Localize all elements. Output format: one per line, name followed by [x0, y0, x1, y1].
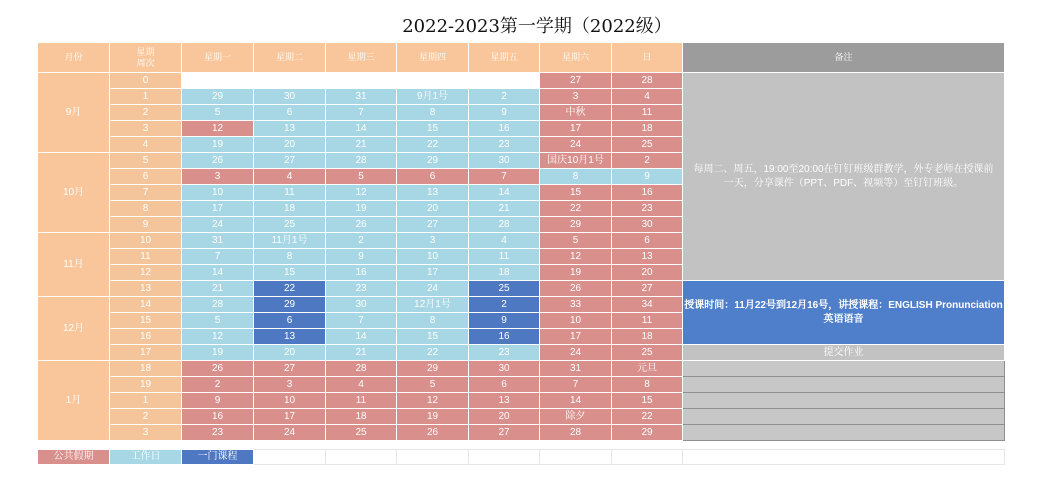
- notes-course-schedule: 授课时间：11月22号到12月16号，讲授课程：ENGLISH Pronunciation英语语音: [683, 281, 1005, 345]
- week-number: 11: [110, 249, 182, 265]
- workday-cell: 12月1号: [397, 297, 469, 313]
- workday-cell: 18: [469, 265, 540, 281]
- legend-empty-cell: [326, 450, 397, 465]
- holiday-cell: 3: [540, 89, 612, 105]
- notes-empty-cell: [683, 361, 1005, 377]
- course-day-cell: 6: [254, 313, 326, 329]
- holiday-cell: 4: [254, 169, 326, 185]
- holiday-cell: 27: [540, 73, 612, 89]
- notes-empty-cell: [683, 393, 1005, 409]
- holiday-cell: 31: [540, 361, 612, 377]
- spacer-cell: [540, 441, 612, 450]
- holiday-cell: 12: [397, 393, 469, 409]
- workday-cell: 20: [397, 201, 469, 217]
- holiday-cell: 29: [612, 425, 683, 441]
- workday-cell: 21: [326, 137, 397, 153]
- workday-cell: 19: [182, 137, 254, 153]
- workday-cell: 28: [182, 297, 254, 313]
- workday-cell: 17: [397, 265, 469, 281]
- holiday-cell: 13: [612, 249, 683, 265]
- holiday-cell: 6: [469, 377, 540, 393]
- holiday-cell: 17: [540, 329, 612, 345]
- workday-cell: 27: [397, 217, 469, 233]
- workday-cell: 9: [612, 169, 683, 185]
- workday-cell: 31: [326, 89, 397, 105]
- workday-cell: 7: [326, 105, 397, 121]
- workday-cell: 13: [397, 185, 469, 201]
- month-label: 11月: [38, 233, 110, 297]
- holiday-cell: 3: [182, 169, 254, 185]
- week-row: [38, 73, 1005, 89]
- workday-cell: 11: [254, 185, 326, 201]
- holiday-cell: 5: [540, 233, 612, 249]
- empty-cell: [254, 73, 326, 89]
- course-day-cell: 2: [469, 297, 540, 313]
- week-number: 17: [110, 345, 182, 361]
- workday-cell: 18: [254, 201, 326, 217]
- holiday-cell: 6: [612, 233, 683, 249]
- workday-cell: 27: [254, 153, 326, 169]
- holiday-cell: 15: [540, 185, 612, 201]
- holiday-cell: 29: [397, 361, 469, 377]
- legend-empty-cell: [397, 450, 469, 465]
- week-number: 6: [110, 169, 182, 185]
- workday-cell: 14: [326, 329, 397, 345]
- header-day: 星期三: [326, 43, 397, 73]
- legend-empty-cell: [254, 450, 326, 465]
- week-row: [38, 409, 1005, 425]
- holiday-cell: 除夕: [540, 409, 612, 425]
- holiday-cell: 11: [612, 105, 683, 121]
- week-number: 9: [110, 217, 182, 233]
- workday-cell: 3: [397, 233, 469, 249]
- holiday-cell: 28: [540, 425, 612, 441]
- workday-cell: 16: [469, 121, 540, 137]
- holiday-cell: 4: [326, 377, 397, 393]
- workday-cell: 14: [182, 265, 254, 281]
- holiday-cell: 23: [612, 201, 683, 217]
- workday-cell: 19: [326, 201, 397, 217]
- holiday-cell: 25: [326, 425, 397, 441]
- holiday-cell: 19: [540, 265, 612, 281]
- week-number: 16: [110, 329, 182, 345]
- holiday-cell: 7: [469, 169, 540, 185]
- holiday-cell: 10: [254, 393, 326, 409]
- workday-cell: 8: [397, 313, 469, 329]
- notes-homework: 提交作业: [683, 345, 1005, 361]
- header-day: 星期四: [397, 43, 469, 73]
- workday-cell: 30: [469, 153, 540, 169]
- holiday-cell: 28: [612, 73, 683, 89]
- week-number: 4: [110, 137, 182, 153]
- week-row: [38, 425, 1005, 441]
- holiday-cell: 34: [612, 297, 683, 313]
- legend-workday: 工作日: [110, 450, 182, 465]
- workday-cell: 14: [469, 185, 540, 201]
- workday-cell: 29: [182, 89, 254, 105]
- notes-empty-cell: [683, 377, 1005, 393]
- header-day: 星期二: [254, 43, 326, 73]
- holiday-cell: 20: [469, 409, 540, 425]
- empty-cell: [326, 73, 397, 89]
- workday-cell: 26: [326, 217, 397, 233]
- week-row: [38, 377, 1005, 393]
- holiday-cell: 26: [540, 281, 612, 297]
- workday-cell: 12: [326, 185, 397, 201]
- week-number: 13: [110, 281, 182, 297]
- week-row: [38, 345, 1005, 361]
- spacer-cell: [254, 441, 326, 450]
- course-day-cell: 13: [254, 329, 326, 345]
- week-number: 7: [110, 185, 182, 201]
- empty-cell: [182, 73, 254, 89]
- holiday-cell: 16: [182, 409, 254, 425]
- holiday-cell: 元旦: [612, 361, 683, 377]
- workday-cell: 8: [397, 105, 469, 121]
- workday-cell: 24: [182, 217, 254, 233]
- legend-public-holiday: 公共假期: [38, 450, 110, 465]
- header-notes: 备注: [683, 43, 1005, 73]
- holiday-cell: 11: [326, 393, 397, 409]
- notes-empty-cell: [683, 409, 1005, 425]
- header-week: 星期 周次: [110, 43, 182, 73]
- week-number: 3: [110, 425, 182, 441]
- holiday-cell: 5: [397, 377, 469, 393]
- header-day: 日: [612, 43, 683, 73]
- week-number: 14: [110, 297, 182, 313]
- course-day-cell: 25: [469, 281, 540, 297]
- holiday-cell: 16: [612, 185, 683, 201]
- workday-cell: 30: [254, 89, 326, 105]
- workday-cell: 23: [469, 345, 540, 361]
- holiday-cell: 26: [397, 425, 469, 441]
- workday-cell: 24: [397, 281, 469, 297]
- workday-cell: 22: [397, 345, 469, 361]
- spacer-cell: [326, 441, 397, 450]
- workday-cell: 11: [469, 249, 540, 265]
- month-label: 9月: [38, 73, 110, 153]
- spacer-cell: [38, 441, 110, 450]
- workday-cell: 29: [397, 153, 469, 169]
- workday-cell: 8: [540, 169, 612, 185]
- workday-cell: 23: [469, 137, 540, 153]
- legend-empty-cell: [469, 450, 540, 465]
- notes-main: 每周二、周五，19:00至20:00在钉钉班级群教学，外专老师在授课前一天，分享课件（PPT、PDF、视频等）至钉钉班级。: [683, 73, 1005, 281]
- course-day-cell: 22: [254, 281, 326, 297]
- workday-cell: 17: [182, 201, 254, 217]
- workday-cell: 23: [326, 281, 397, 297]
- holiday-cell: 2: [182, 377, 254, 393]
- holiday-cell: 17: [254, 409, 326, 425]
- workday-cell: 10: [182, 185, 254, 201]
- workday-cell: 20: [254, 137, 326, 153]
- workday-cell: 9月1号: [397, 89, 469, 105]
- legend-course: 一门课程: [182, 450, 254, 465]
- legend-empty-cell: [540, 450, 612, 465]
- holiday-cell: 12: [182, 121, 254, 137]
- spacer-cell: [612, 441, 683, 450]
- holiday-cell: 7: [540, 377, 612, 393]
- empty-cell: [397, 73, 469, 89]
- holiday-cell: 2: [612, 153, 683, 169]
- workday-cell: 7: [326, 313, 397, 329]
- week-row: [38, 361, 1005, 377]
- holiday-cell: 27: [612, 281, 683, 297]
- workday-cell: 6: [254, 105, 326, 121]
- week-number: 15: [110, 313, 182, 329]
- holiday-cell: 20: [612, 265, 683, 281]
- week-number: 8: [110, 201, 182, 217]
- week-number: 10: [110, 233, 182, 249]
- spacer-cell: [469, 441, 540, 450]
- holiday-cell: 19: [397, 409, 469, 425]
- workday-cell: 2: [326, 233, 397, 249]
- holiday-cell: 22: [540, 201, 612, 217]
- week-row: [38, 281, 1005, 297]
- workday-cell: 26: [182, 153, 254, 169]
- notes-empty-cell: [683, 425, 1005, 441]
- workday-cell: 11月1号: [254, 233, 326, 249]
- week-number: 0: [110, 73, 182, 89]
- legend-empty-cell: [612, 450, 683, 465]
- week-number: 19: [110, 377, 182, 393]
- holiday-cell: 9: [182, 393, 254, 409]
- week-number: 5: [110, 153, 182, 169]
- week-number: 18: [110, 361, 182, 377]
- week-number: 1: [110, 89, 182, 105]
- course-day-cell: 16: [469, 329, 540, 345]
- holiday-cell: 17: [540, 121, 612, 137]
- workday-cell: 4: [469, 233, 540, 249]
- calendar-title: 2022-2023第一学期（2022级）: [402, 16, 672, 37]
- week-number: 12: [110, 265, 182, 281]
- holiday-cell: 24: [540, 137, 612, 153]
- workday-cell: 19: [182, 345, 254, 361]
- holiday-cell: 24: [540, 345, 612, 361]
- holiday-cell: 26: [182, 361, 254, 377]
- spacer-cell: [683, 441, 1005, 450]
- course-day-cell: 29: [254, 297, 326, 313]
- holiday-cell: 33: [540, 297, 612, 313]
- workday-cell: 15: [397, 329, 469, 345]
- month-label: 12月: [38, 297, 110, 361]
- workday-cell: 5: [182, 313, 254, 329]
- week-number: 2: [110, 409, 182, 425]
- workday-cell: 15: [254, 265, 326, 281]
- workday-cell: 25: [254, 217, 326, 233]
- header-day: 星期六: [540, 43, 612, 73]
- workday-cell: 12: [182, 329, 254, 345]
- workday-cell: 14: [326, 121, 397, 137]
- holiday-cell: 4: [612, 89, 683, 105]
- holiday-cell: 12: [540, 249, 612, 265]
- empty-cell: [469, 73, 540, 89]
- holiday-cell: 15: [612, 393, 683, 409]
- holiday-cell: 18: [612, 329, 683, 345]
- semester-calendar-table: [37, 42, 1005, 465]
- holiday-cell: 18: [612, 121, 683, 137]
- holiday-cell: 8: [612, 377, 683, 393]
- week-number: 2: [110, 105, 182, 121]
- week-row: [38, 393, 1005, 409]
- workday-cell: 5: [182, 105, 254, 121]
- week-number: 3: [110, 121, 182, 137]
- workday-cell: 20: [254, 345, 326, 361]
- holiday-cell: 6: [397, 169, 469, 185]
- workday-cell: 13: [254, 121, 326, 137]
- workday-cell: 2: [469, 89, 540, 105]
- month-label: 10月: [38, 153, 110, 233]
- workday-cell: 9: [469, 105, 540, 121]
- holiday-cell: 13: [469, 393, 540, 409]
- holiday-cell: 14: [540, 393, 612, 409]
- holiday-cell: 30: [612, 217, 683, 233]
- holiday-cell: 22: [612, 409, 683, 425]
- workday-cell: 15: [397, 121, 469, 137]
- holiday-cell: 25: [612, 137, 683, 153]
- spacer-cell: [182, 441, 254, 450]
- holiday-cell: 25: [612, 345, 683, 361]
- header-month: 月份: [38, 43, 110, 73]
- workday-cell: 21: [469, 201, 540, 217]
- spacer-cell: [110, 441, 182, 450]
- workday-cell: 31: [182, 233, 254, 249]
- holiday-cell: 国庆10月1号: [540, 153, 612, 169]
- holiday-cell: 18: [326, 409, 397, 425]
- course-day-cell: 9: [469, 313, 540, 329]
- workday-cell: 7: [182, 249, 254, 265]
- workday-cell: 10: [397, 249, 469, 265]
- holiday-cell: 27: [254, 361, 326, 377]
- workday-cell: 30: [326, 297, 397, 313]
- workday-cell: 28: [469, 217, 540, 233]
- month-label: 1月: [38, 361, 110, 441]
- header-day: 星期五: [469, 43, 540, 73]
- header-day: 星期一: [182, 43, 254, 73]
- workday-cell: 28: [326, 153, 397, 169]
- holiday-cell: 27: [469, 425, 540, 441]
- workday-cell: 8: [254, 249, 326, 265]
- workday-cell: 21: [182, 281, 254, 297]
- holiday-cell: 30: [469, 361, 540, 377]
- workday-cell: 22: [397, 137, 469, 153]
- holiday-cell: 中秋: [540, 105, 612, 121]
- spacer-cell: [397, 441, 469, 450]
- holiday-cell: 5: [326, 169, 397, 185]
- workday-cell: 16: [326, 265, 397, 281]
- holiday-cell: 3: [254, 377, 326, 393]
- workday-cell: 21: [326, 345, 397, 361]
- week-number: 1: [110, 393, 182, 409]
- holiday-cell: 11: [612, 313, 683, 329]
- holiday-cell: 28: [326, 361, 397, 377]
- holiday-cell: 24: [254, 425, 326, 441]
- workday-cell: 9: [326, 249, 397, 265]
- holiday-cell: 23: [182, 425, 254, 441]
- legend-empty-cell: [683, 450, 1005, 465]
- holiday-cell: 10: [540, 313, 612, 329]
- holiday-cell: 29: [540, 217, 612, 233]
